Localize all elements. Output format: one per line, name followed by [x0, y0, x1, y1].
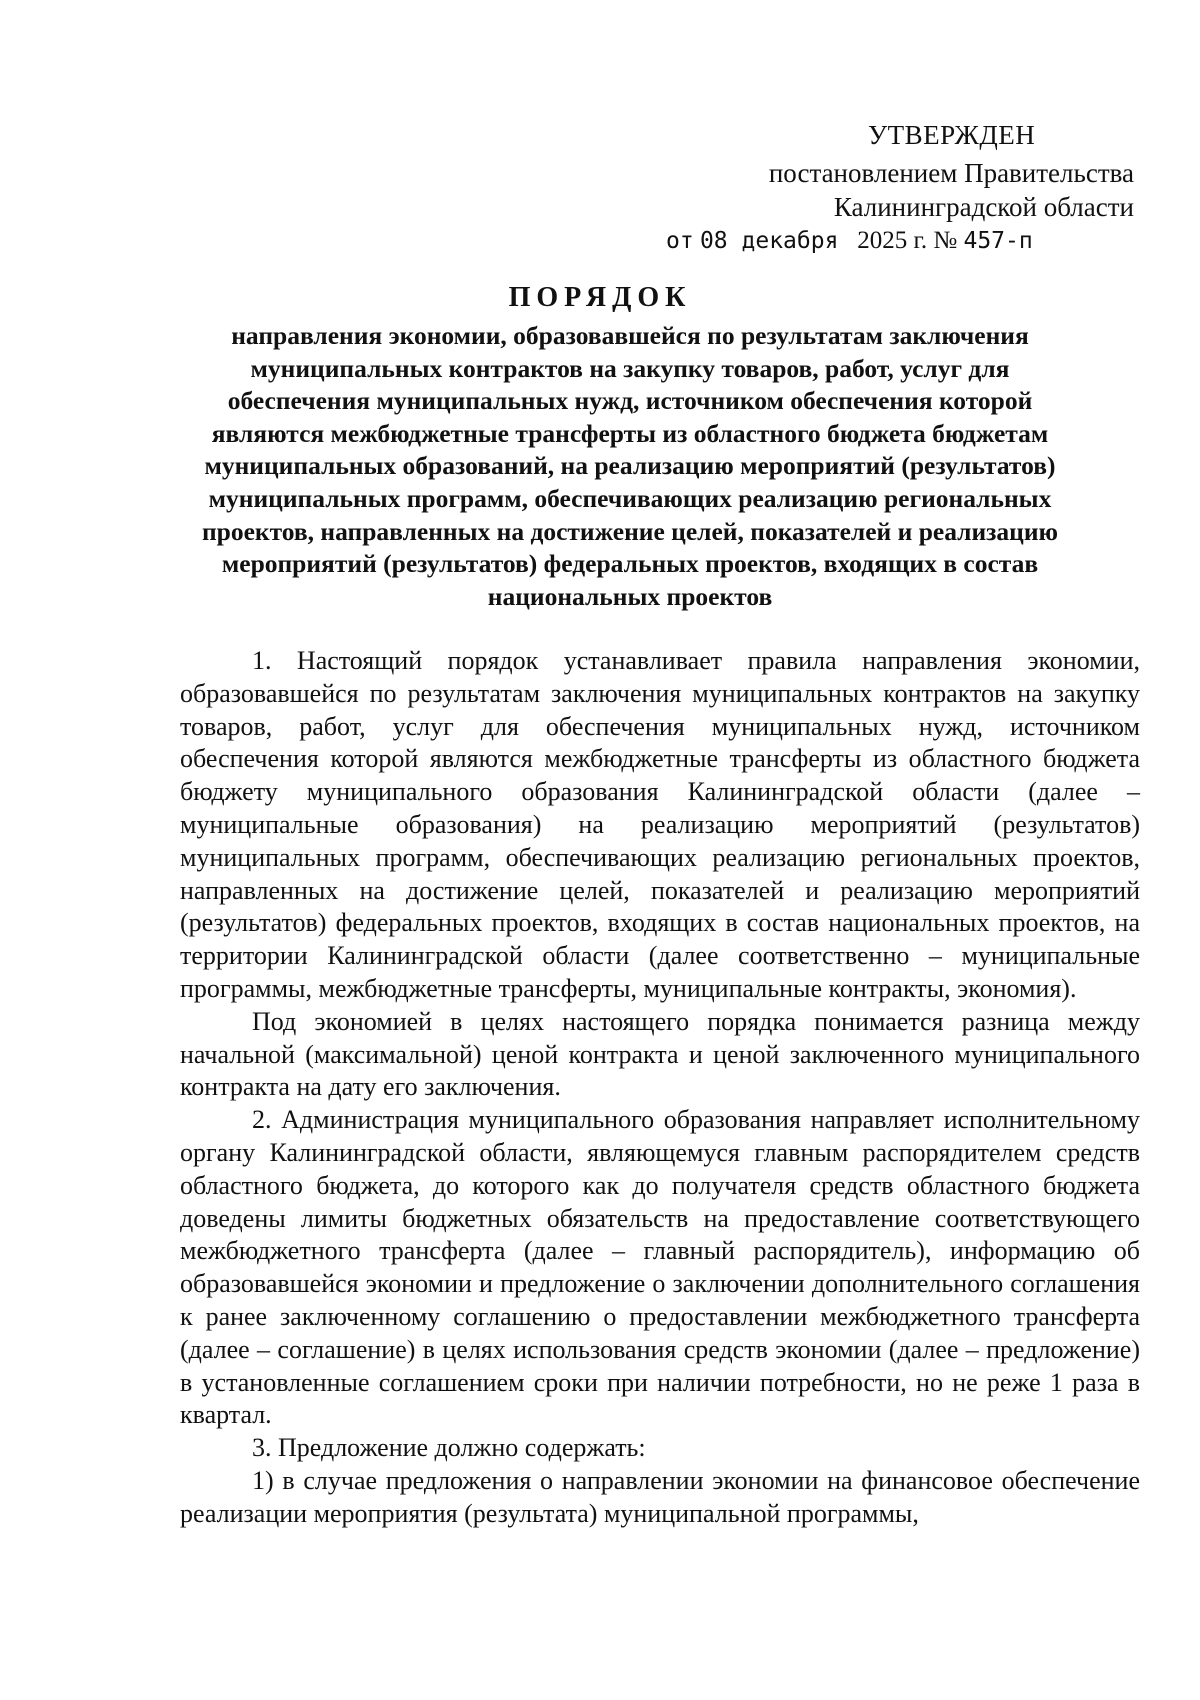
paragraph-2: 2. Администрация муниципального образования направляет исполнительному органу Калининградской области, являющемуся главным распорядителем средств областного бюджета, до которого как до получателя средств областного бюджета доведены лимиты бюджетных обязательств на предоставление соответствующего межбюджетного трансферта (далее – главный распорядитель), информацию об образовавшейся экономии и предложение о заключении дополнительного соглашения к ранее заключенному соглашению о предоставлении межбюджетного трансферта (далее – соглашение) в целях использования средств экономии (далее – предложение) в установленные соглашением сроки при наличии потребности, но не реже 1 раза в квартал.	[180, 1105, 1140, 1430]
date-prefix: от	[666, 228, 694, 254]
paragraph-economy-definition: Под экономией в целях настоящего порядка понимается разница между начальной (максимальной) ценой контракта и ценой заключенного муниципального контракта на дату его заключения.	[180, 1006, 1140, 1102]
approval-date-line	[666, 224, 1033, 258]
paragraph-3-item-1: 1) в случае предложения о направлении экономии на финансовое обеспечение реализации мероприятия (результата) муниципальной программы,	[180, 1465, 1140, 1528]
paragraph-1: 1. Настоящий порядок устанавливает правила направления экономии, образовавшейся по результатам заключения муниципальных контрактов на закупку товаров, работ, услуг для обеспечения муниципальных нужд, источником обеспечения которой являются межбюджетные трансферты из областного бюджета бюджету муниципального образования Калининградской области (далее – муниципальные образования) на реализацию мероприятий (результатов) муниципальных программ, обеспечивающих реализацию региональных проектов, направленных на достижение целей, показателей и реализацию мероприятий (результатов) федеральных проектов, входящих в состав национальных проектов, на территории Калининградской области (далее соответственно – муниципальные программы, межбюджетные трансферты, муниципальные контракты, экономия).	[180, 646, 1140, 1003]
doc-number: 457-п	[963, 228, 1033, 254]
date-day-month: 08 декабря	[699, 228, 839, 254]
approved-heading: УТВЕРЖДЕН	[868, 120, 1036, 150]
approval-line-resolution: постановлением Правительства	[768, 158, 1134, 188]
approval-line-region: Калининградской области	[833, 192, 1134, 222]
paragraph-3: 3. Предложение должно содержать:	[252, 1433, 646, 1463]
document-subtitle: направления экономии, образовавшейся по результатам заключения муниципальных контрактов на закупку товаров, работ, услуг для обеспечения муниципальных нужд, источником обеспечения которой являются межбюджетные трансферты из областного бюджета бюджетам муниципальных образований, на реализацию мероприятий (результатов) муниципальных программ, обеспечивающих реализацию региональных проектов, направленных на достижение целей, показателей и реализацию мероприятий (результатов) федеральных проектов, входящих в состав национальных проектов	[201, 321, 1059, 611]
document-body	[180, 645, 1140, 1531]
date-year: 2025 г. №	[857, 227, 958, 254]
document-title: ПОРЯДОК	[508, 282, 692, 313]
